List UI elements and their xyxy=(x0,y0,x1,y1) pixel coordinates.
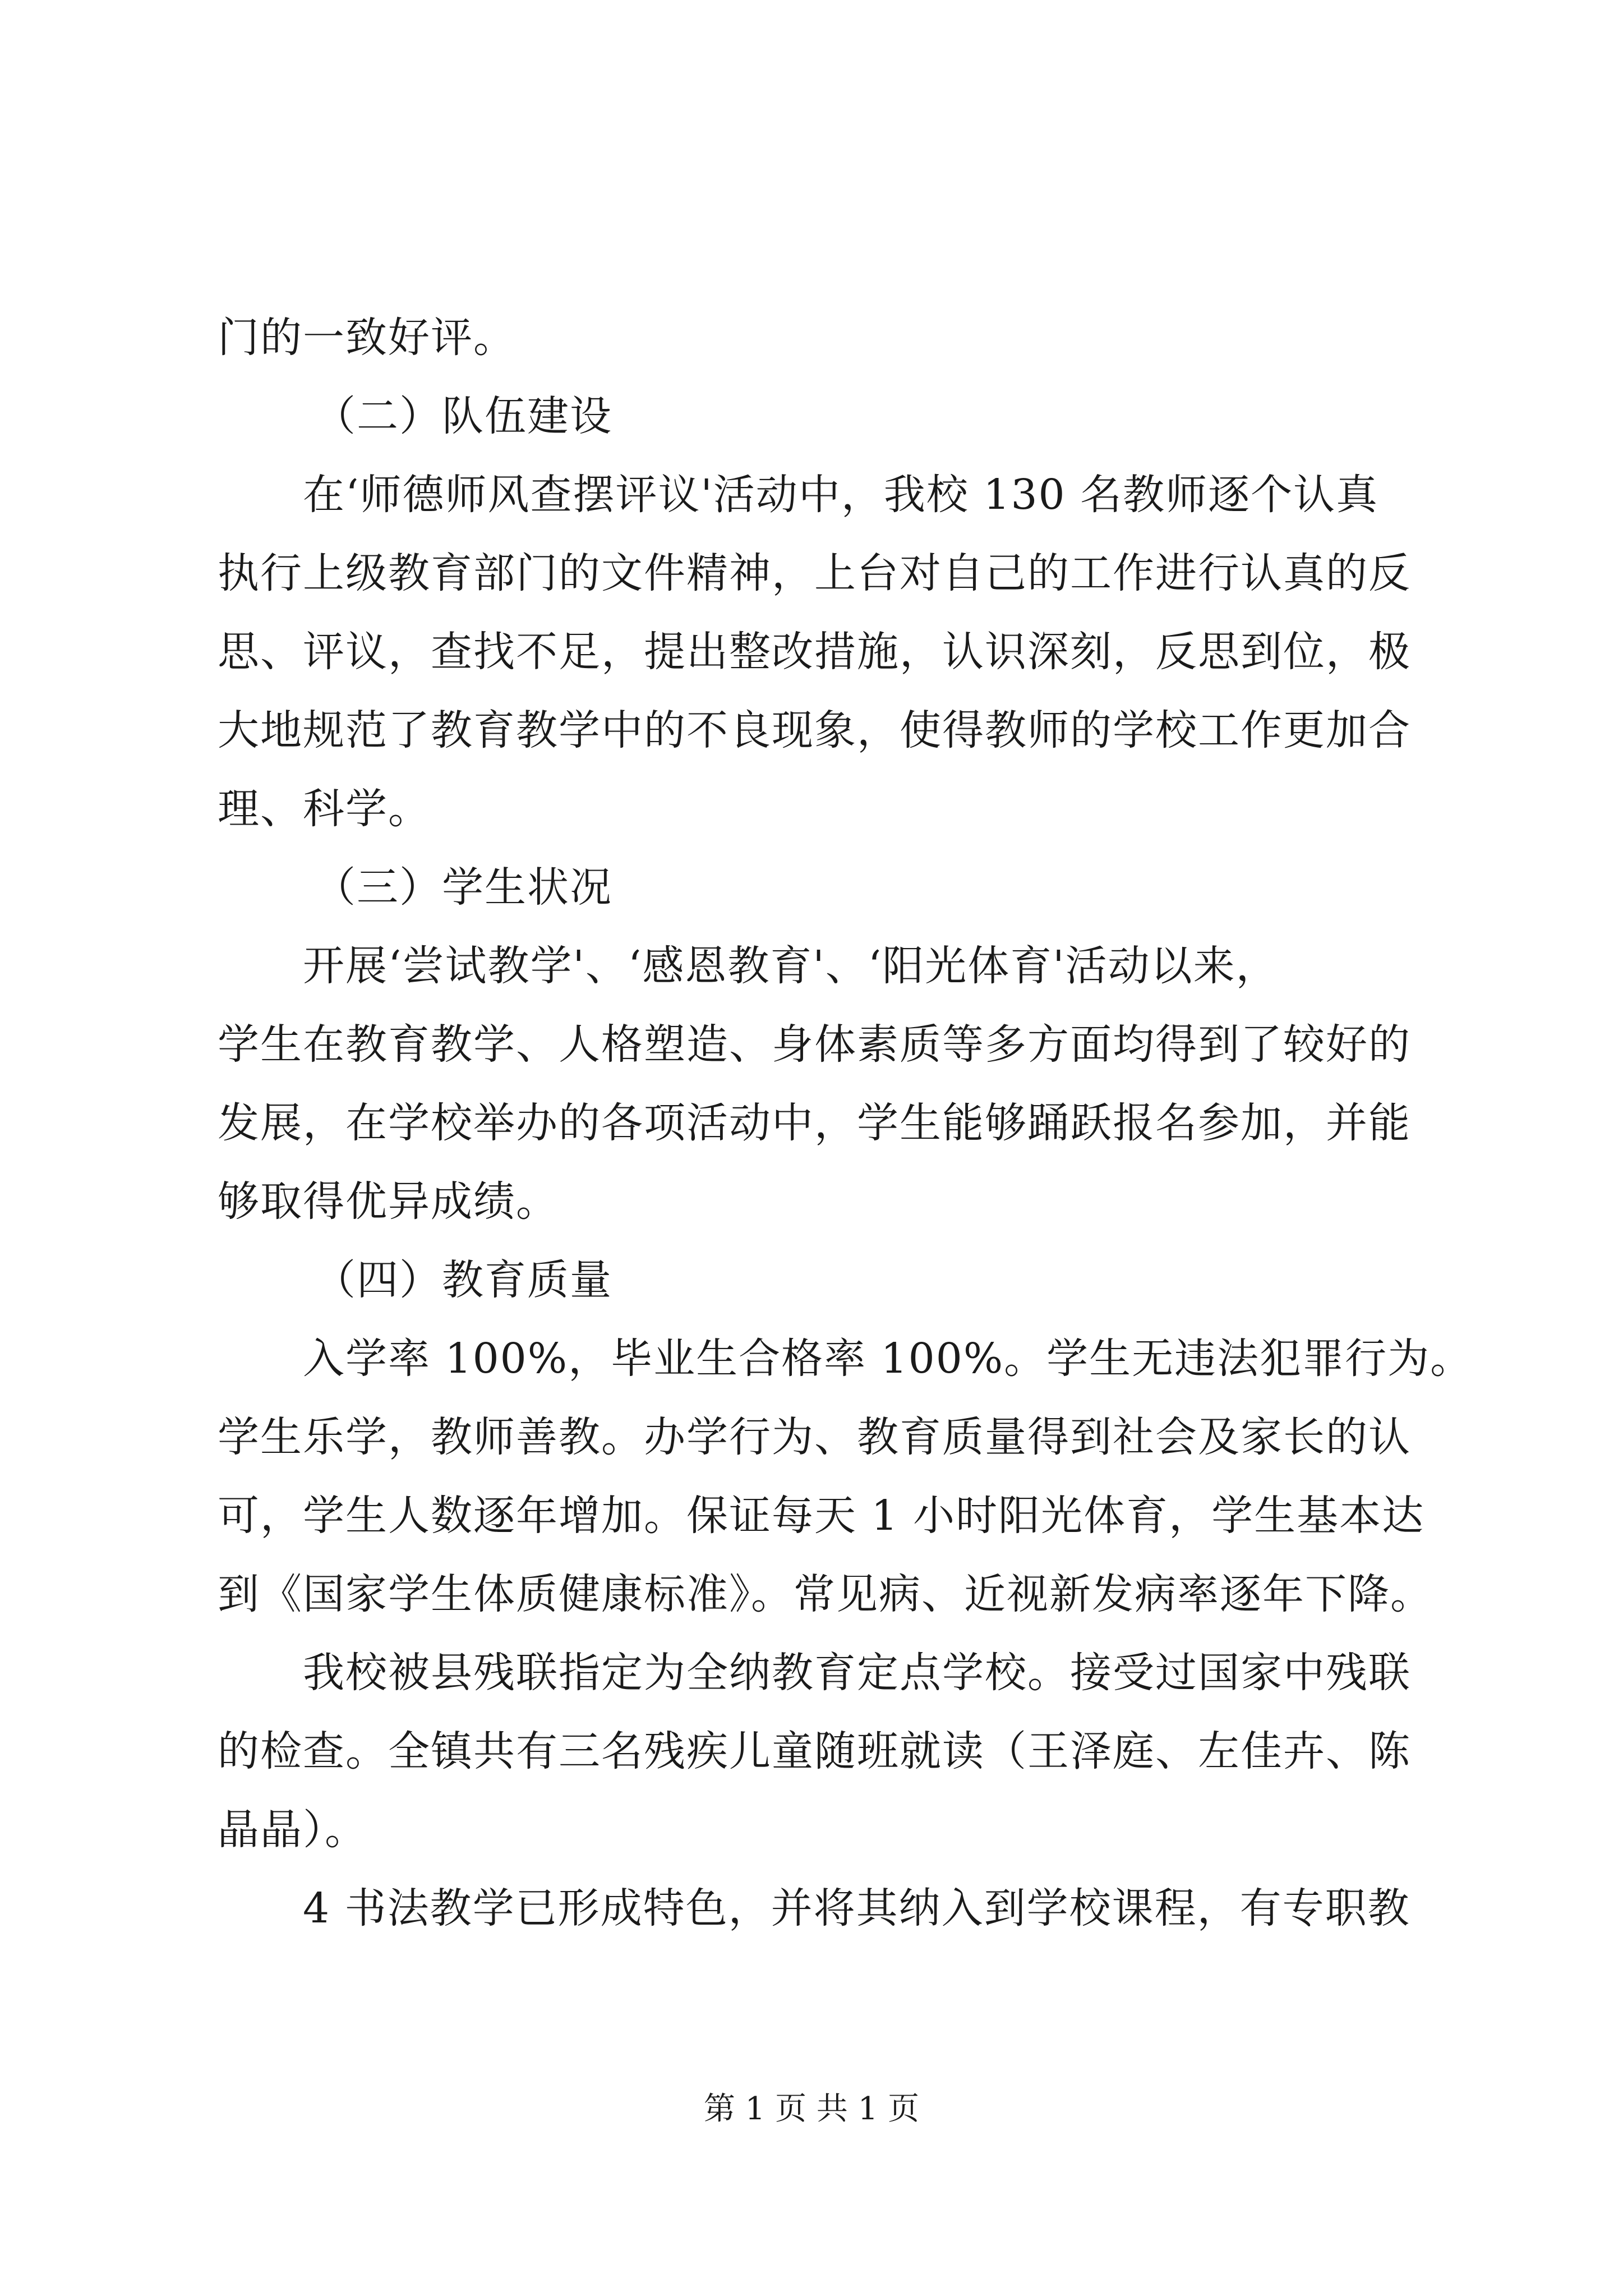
text-line: 思、评议，查找不足，提出整改措施，认识深刻，反思到位，极 xyxy=(218,628,1411,676)
section-heading-quality: （四）教育质量 xyxy=(314,1256,612,1304)
text-line: 我校被县残联指定为全纳教育定点学校。接受过国家中残联 xyxy=(303,1649,1411,1697)
text-line: 入学率 100%，毕业生合格率 100%。学生无违法犯罪行为。 xyxy=(303,1335,1473,1383)
text-line: 在‘师德师风查摆评议'活动中，我校 130 名教师逐个认真 xyxy=(303,471,1379,519)
text-line: 大地规范了教育教学中的不良现象，使得教师的学校工作更加合 xyxy=(218,706,1411,754)
text-line: 的检查。全镇共有三名残疾儿童随班就读（王泽庭、左佳卉、陈 xyxy=(218,1727,1411,1775)
text-line: 执行上级教育部门的文件精神，上台对自己的工作进行认真的反 xyxy=(218,549,1411,597)
text-line: 4 书法教学已形成特色，并将其纳入到学校课程，有专职教 xyxy=(303,1884,1410,1932)
section-heading-team: （二）队伍建设 xyxy=(314,392,612,440)
text-line: 可，学生人数逐年增加。保证每天 1 小时阳光体育，学生基本达 xyxy=(218,1492,1425,1540)
text-line: 理、科学。 xyxy=(218,785,431,833)
text-line: 学生乐学，教师善教。办学行为、教育质量得到社会及家长的认 xyxy=(218,1413,1411,1461)
section-heading-students: （三）学生状况 xyxy=(314,863,612,912)
text-line: 门的一致好评。 xyxy=(218,314,516,362)
text-line: 学生在教育教学、人格塑造、身体素质等多方面均得到了较好的 xyxy=(218,1020,1411,1069)
text-line: 到《国家学生体质健康标准》。常见病、近视新发病率逐年下降。 xyxy=(218,1570,1433,1618)
page-footer: 第 1 页 共 1 页 xyxy=(703,2091,920,2127)
text-line: 开展‘尝试教学'、‘感恩教育'、‘阳光体育'活动以来， xyxy=(303,942,1279,990)
text-line: 晶晶）。 xyxy=(218,1806,367,1854)
text-line: 够取得优异成绩。 xyxy=(218,1177,559,1226)
text-line: 发展，在学校举办的各项活动中，学生能够踊跃报名参加，并能 xyxy=(218,1099,1411,1147)
